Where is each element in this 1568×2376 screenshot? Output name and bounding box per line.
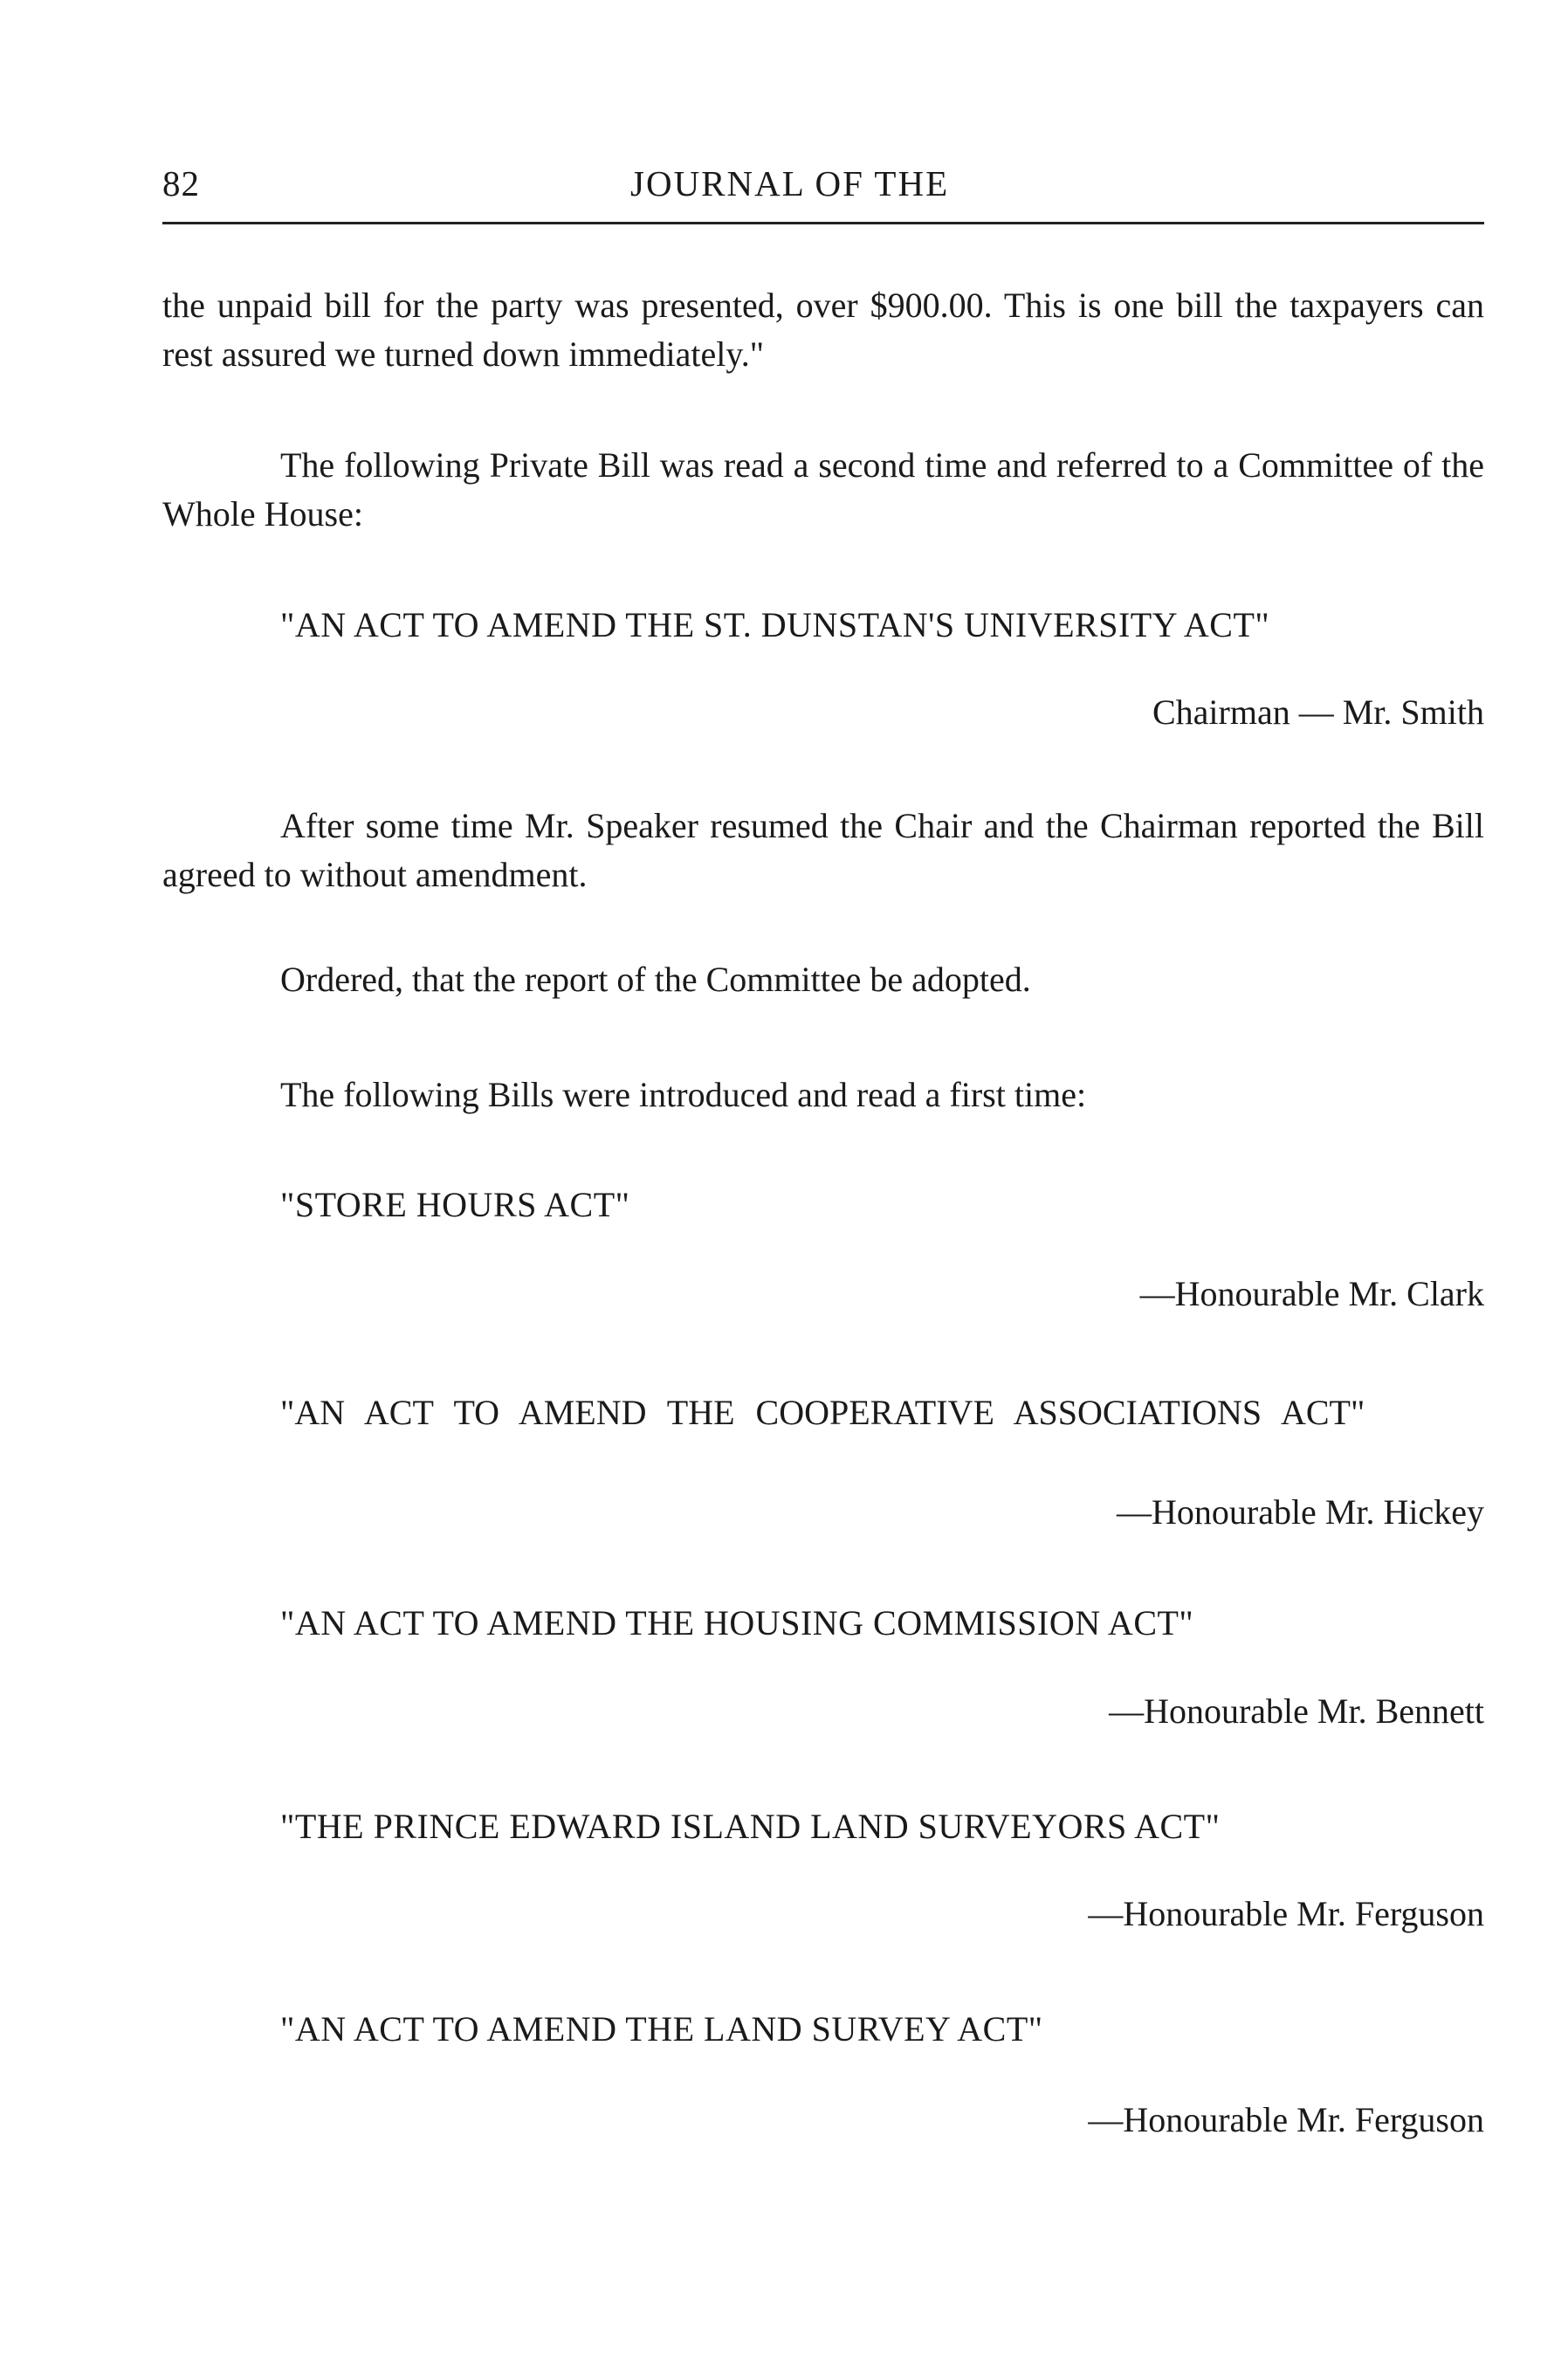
bill-sponsor: —Honourable Mr. Hickey bbox=[1116, 1492, 1484, 1532]
bill-sponsor: —Honourable Mr. Ferguson bbox=[1088, 1894, 1484, 1933]
speaker-resumed-paragraph: After some time Mr. Speaker resumed the Chair and the Chairman reported the Bill agreed to without amendment. bbox=[162, 806, 1484, 894]
bill-title: "THE PRINCE EDWARD ISLAND LAND SURVEYORS ACT" bbox=[280, 1807, 1221, 1846]
bills-intro-line: The following Bills were introduced and read a first time: bbox=[280, 1075, 1087, 1114]
bill-sponsor: —Honourable Mr. Ferguson bbox=[1088, 2100, 1484, 2139]
journal-title: JOURNAL OF THE bbox=[630, 163, 950, 203]
bill-sponsor: —Honourable Mr. Clark bbox=[1139, 1274, 1484, 1313]
private-bill-intro: The following Private Bill was read a second time and referred to a Committee of the Whole House: bbox=[162, 445, 1484, 534]
bill-title: "AN ACT TO AMEND THE HOUSING COMMISSION ACT" bbox=[280, 1603, 1194, 1643]
private-bill-title: "AN ACT TO AMEND THE ST. DUNSTAN'S UNIVERSITY ACT" bbox=[280, 605, 1270, 644]
continuation-paragraph: the unpaid bill for the party was presented, over $900.00. This is one bill the taxpayers can rest assured we turned down immediately." bbox=[162, 286, 1484, 374]
header-rule bbox=[162, 222, 1484, 224]
running-head bbox=[162, 162, 1484, 215]
page-number: 82 bbox=[162, 163, 200, 203]
bill-sponsor: —Honourable Mr. Bennett bbox=[1109, 1691, 1484, 1731]
bill-title: "STORE HOURS ACT" bbox=[280, 1185, 630, 1224]
bill-title: "AN ACT TO AMEND THE LAND SURVEY ACT" bbox=[280, 2009, 1043, 2049]
ordered-line: Ordered, that the report of the Committee be adopted. bbox=[280, 960, 1031, 999]
bill-title: "AN ACT TO AMEND THE COOPERATIVE ASSOCIATIONS ACT" bbox=[280, 1393, 1365, 1432]
chairman-line: Chairman — Mr. Smith bbox=[1152, 692, 1484, 732]
